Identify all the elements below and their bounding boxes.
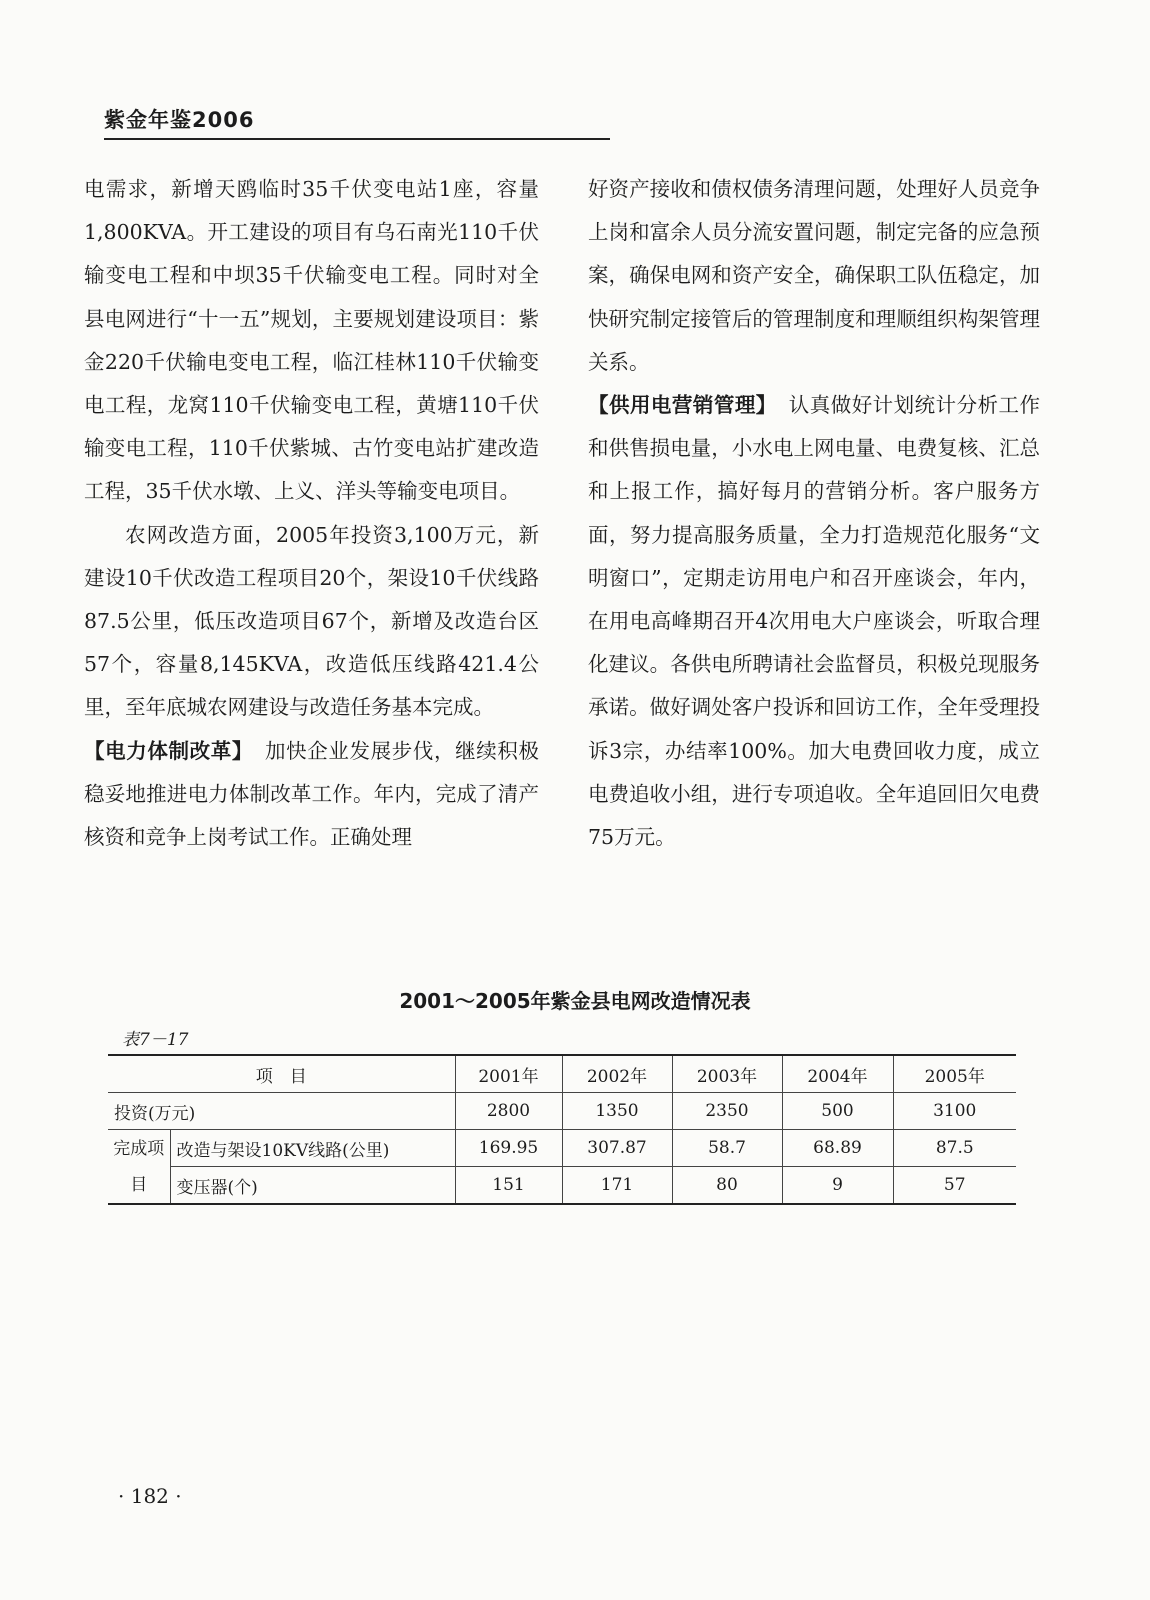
table-number: 表7－17 bbox=[122, 1030, 189, 1050]
page-number: · 182 · bbox=[118, 1484, 182, 1508]
table-cell: 169.95 bbox=[455, 1130, 562, 1167]
section-body-power-reform: 加快企业发展步伐，继续积极稳妥地推进电力体制改革工作。年内，完成了清产核资和竞争上岗考试工作。正确处理 bbox=[84, 738, 539, 850]
year-header: 2005年 bbox=[893, 1055, 1016, 1093]
left-paragraph-2: 农网改造方面，2005年投资3,100万元，新建设10千伏改造工程项目20个，架设10千伏线路87.5公里，低压改造项目67个，新增及改造台区57个，容量8,145KVA，改造低压线路421.4公里，至年底城农网建设与改造任务基本完成。 bbox=[84, 522, 539, 720]
year-header: 2003年 bbox=[672, 1055, 782, 1093]
year-header: 2001年 bbox=[455, 1055, 562, 1093]
table-row bbox=[108, 1167, 1016, 1205]
table-cell: 57 bbox=[893, 1167, 1016, 1205]
table-cell: 9 bbox=[782, 1167, 893, 1205]
line-label: 改造与架设10KV线路(公里) bbox=[170, 1130, 455, 1167]
section-heading-power-reform: 【电力体制改革】 bbox=[84, 738, 253, 763]
left-paragraph-1: 电需求，新增天鸥临时35千伏变电站1座，容量1,800KVA。开工建设的项目有乌石南光110千伏输变电工程和中坝35千伏输变电工程。同时对全县电网进行“十一五”规划，主要规划建设项目：紫金220千伏输电变电工程，临江桂林110千伏输变电工程，龙窝110千伏输变电工程，黄塘110千伏输变电工程，110千伏紫城、古竹变电站扩建改造工程，35千伏水墩、上义、洋头等输变电项目。 bbox=[84, 177, 539, 504]
running-header: 紫金年鉴2006 bbox=[104, 108, 255, 132]
table-header-row bbox=[108, 1055, 1016, 1093]
year-header: 2004年 bbox=[782, 1055, 893, 1093]
table-cell: 1350 bbox=[562, 1093, 672, 1130]
section-heading-marketing: 【供用电营销管理】 bbox=[588, 393, 777, 418]
table-cell: 80 bbox=[672, 1167, 782, 1205]
table-cell: 87.5 bbox=[893, 1130, 1016, 1167]
group-label: 完成项目 bbox=[108, 1130, 170, 1205]
item-header: 项 目 bbox=[108, 1055, 455, 1093]
table-row bbox=[108, 1130, 1016, 1167]
header-rule bbox=[104, 138, 610, 140]
table-cell: 500 bbox=[782, 1093, 893, 1130]
left-column bbox=[84, 168, 539, 859]
right-paragraph-1: 好资产接收和债权债务清理问题，处理好人员竞争上岗和富余人员分流安置问题，制定完备的应急预案，确保电网和资产安全，确保职工队伍稳定，加快研究制定接管后的管理制度和理顺组织构架管理关系。 bbox=[588, 177, 1040, 374]
table-cell: 58.7 bbox=[672, 1130, 782, 1167]
section-power-reform bbox=[84, 730, 539, 860]
table-row bbox=[108, 1093, 1016, 1130]
section-body-marketing: 认真做好计划统计分析工作和供售损电量，小水电上网电量、电费复核、汇总和上报工作，搞好每月的营销分析。客户服务方面，努力提高服务质量，全力打造规范化服务“文明窗口”，定期走访用电户和召开座谈会，年内，在用电高峰期召开4次用电大户座谈会，听取合理化建议。各供电所聘请社会监督员，积极兑现服务承诺。做好调处客户投诉和回访工作，全年受理投诉3宗，办结率100%。加大电费回收力度，成立电费追收小组，进行专项追收。全年追回旧欠电费75万元。 bbox=[588, 393, 1041, 850]
transformer-label: 变压器(个) bbox=[170, 1167, 455, 1205]
year-header: 2002年 bbox=[562, 1055, 672, 1093]
table-cell: 171 bbox=[562, 1167, 672, 1205]
table-cell: 2350 bbox=[672, 1093, 782, 1130]
table-cell: 68.89 bbox=[782, 1130, 893, 1167]
table-cell: 3100 bbox=[893, 1093, 1016, 1130]
section-marketing bbox=[588, 384, 1040, 859]
table-cell: 151 bbox=[455, 1167, 562, 1205]
right-column bbox=[588, 168, 1040, 859]
table-cell: 2800 bbox=[455, 1093, 562, 1130]
grid-table bbox=[108, 1054, 1016, 1205]
table-title: 2001～2005年紫金县电网改造情况表 bbox=[399, 989, 751, 1013]
invest-label: 投资(万元) bbox=[108, 1093, 455, 1130]
table-cell: 307.87 bbox=[562, 1130, 672, 1167]
